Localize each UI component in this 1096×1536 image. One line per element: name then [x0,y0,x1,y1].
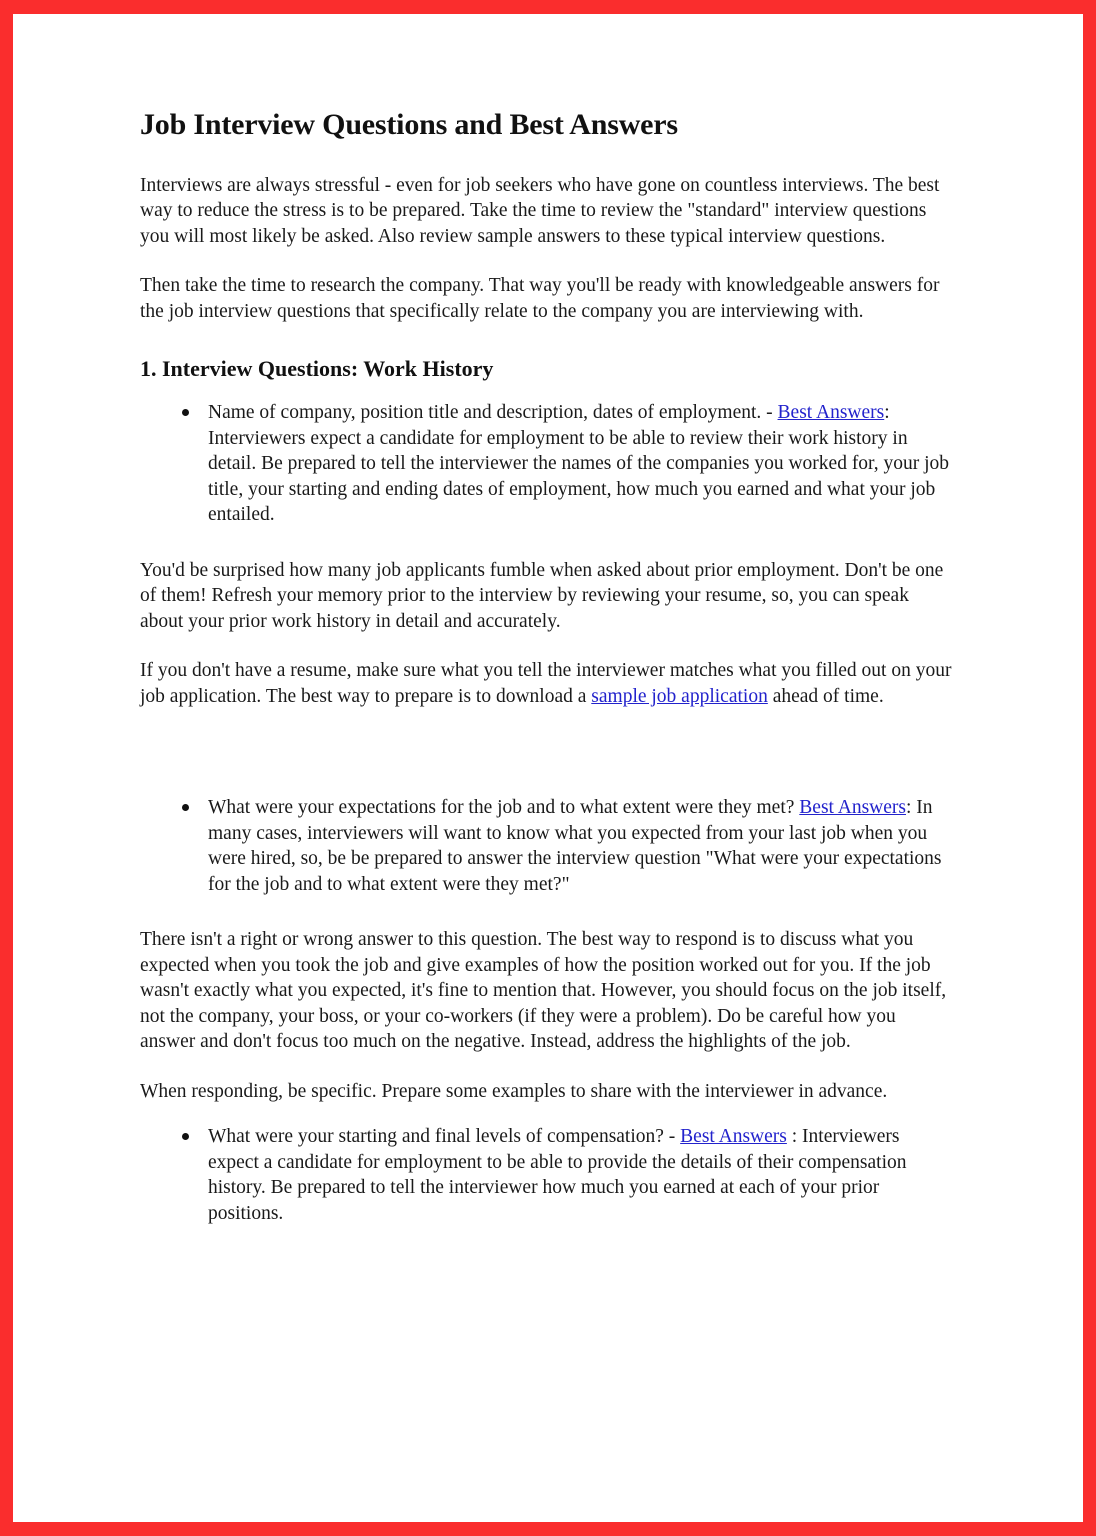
paragraph-sample-application [140,658,952,709]
spacer-large [140,733,952,795]
best-answers-link-3[interactable]: Best Answers [680,1126,787,1148]
paragraph-sample-application-part2: ahead of time. [767,685,884,707]
red-border-bottom [0,1522,1096,1536]
sample-job-application-link[interactable]: sample job application [591,685,768,707]
bullet-2-tail-text: : In many cases, interviewers will want to know what you expected from your last job when you were hired, so, be be prepared to answer the interview question "What were your expectations for the job and to what extent were they met?" [208,797,942,895]
list-item [140,795,952,897]
paragraph-sample-application-part1: If you don't have a resume, make sure what you tell the interviewer matches what you filled out on your job application. The best way to prepare is to download a [140,660,952,707]
bullet-1-tail-text: : Interviewers expect a candidate for employment to be able to review their work history in detail. Be prepared to tell the interviewer the names of the companies you worked for, your job title, your starting and ending dates of employment, how much you earned and what your job entailed. [208,402,950,526]
intro-paragraph-2: Then take the time to research the company. That way you'll be ready with knowledgeable answers for the job interview questions that specifically relate to the company you are interviewing with. [140,275,940,322]
bullet-list-work-history-2 [140,795,952,897]
paragraph-prior-employment: You'd be surprised how many job applicants fumble when asked about prior employment. Don't be one of them! Refresh your memory prior to the interview by reviewing your resume, so, you can speak about your prior work history in detail and accurately. [140,559,944,632]
spacer [140,540,952,558]
bullet-list-work-history-3 [140,1124,952,1226]
bullet-3-lead-text: What were your starting and final levels of compensation? - [208,1126,681,1148]
list-item [140,400,952,528]
red-border-right [1083,0,1096,1536]
document-sheet [13,14,1083,1522]
best-answers-link-2[interactable]: Best Answers [799,797,906,819]
bullet-1-lead-text: Name of company, position title and description, dates of employment. - [208,402,778,424]
bullet-dot-icon [182,1133,189,1140]
bullet-dot-icon [182,804,189,811]
bullet-2-lead-text: What were your expectations for the job and to what extent were they met? [208,797,800,819]
red-border-top [0,0,1096,14]
section-heading-work-history: 1. Interview Questions: Work History [140,356,494,381]
red-border-left [0,0,13,1536]
spacer [140,909,952,927]
paragraph-expectations-answer: There isn't a right or wrong answer to this question. The best way to respond is to discuss what you expected when you took the job and give examples of how the position worked out for you. If the job wasn't exactly what you expected, it's fine to mention that. However, you should focus on the job itself, not the company, your boss, or your co-workers (if they were a problem). Do be careful how you answer and don't focus too much on the negative. Instead, address the highlights of the job. [140,929,947,1053]
list-item [140,1124,952,1226]
bullet-3-tail-text: : Interviewers expect a candidate for employment to be able to provide the details of their compensation history. Be prepared to tell the interviewer how much you earned at each of your prior positions. [208,1126,907,1224]
paragraph-be-specific: When responding, be specific. Prepare some examples to share with the interviewer in advance. [140,1080,888,1102]
bullet-dot-icon [182,409,189,416]
bullet-list-work-history-1 [140,400,952,528]
document-content [140,108,952,1238]
best-answers-link-1[interactable]: Best Answers [777,402,885,424]
intro-paragraph-1: Interviews are always stressful - even for job seekers who have gone on countless interviews. The best way to reduce the stress is to be prepared. Take the time to review the "standard" interview questions you will most likely be asked. Also review sample answers to these typical interview questions. [140,174,940,247]
page-title: Job Interview Questions and Best Answers [140,108,678,141]
